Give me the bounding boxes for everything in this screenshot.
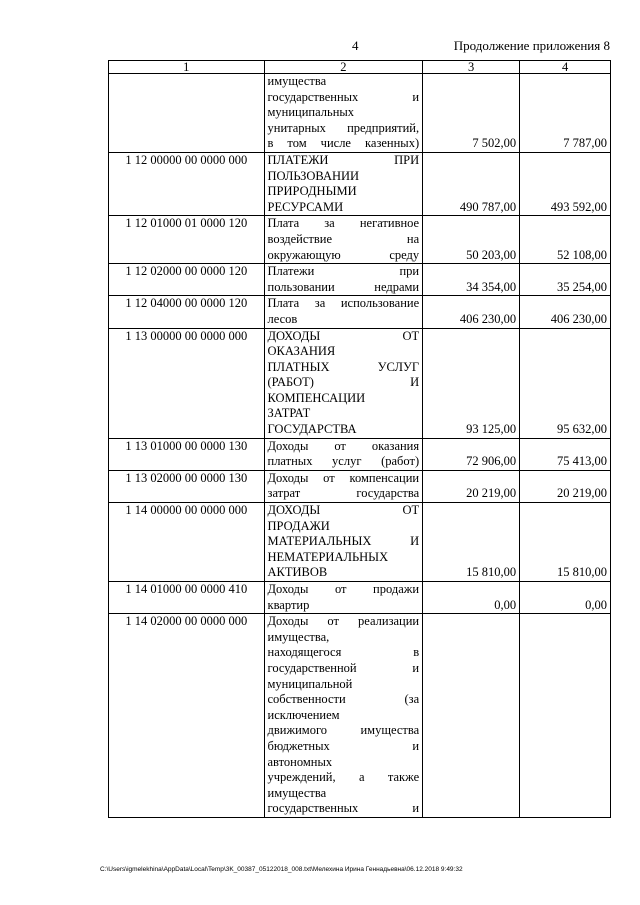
income-name-line: движимого имущества: [267, 723, 420, 738]
income-name-line: ПОЛЬЗОВАНИИ: [267, 168, 360, 183]
amount-year1-cell: 20 219,00: [423, 470, 520, 502]
income-name-line: учреждений, а также: [267, 770, 420, 785]
amount-year2-cell: 493 592,00: [520, 152, 611, 215]
income-name-cell: [264, 264, 423, 296]
amount-year2-cell: 75 413,00: [520, 438, 611, 470]
table-row: [109, 152, 611, 215]
budget-code-cell: 1 13 00000 00 0000 000: [109, 328, 265, 438]
income-name-line: Доходы от компенсации: [267, 470, 420, 485]
page-number: 4: [352, 38, 359, 53]
income-name-line: государственных и: [267, 801, 420, 816]
income-name-line: государственной и: [267, 660, 420, 675]
income-name-line: МАТЕРИАЛЬНЫХ И: [267, 534, 420, 549]
table-row: [109, 582, 611, 614]
amount-year2-cell: 7 787,00: [520, 74, 611, 153]
income-name-cell: [264, 328, 423, 438]
income-name-cell: [264, 503, 423, 582]
income-name-line: платных услуг (работ): [267, 454, 420, 469]
budget-code-cell: 1 14 01000 00 0000 410: [109, 582, 265, 614]
table-row: [109, 328, 611, 438]
amount-year1-cell: 50 203,00: [423, 216, 520, 264]
amount-year1-cell: 0,00: [423, 582, 520, 614]
table-row: [109, 296, 611, 328]
amount-year1-cell: 406 230,00: [423, 296, 520, 328]
column-header-3: 3: [423, 61, 520, 74]
income-name-line: муниципальной: [267, 676, 353, 691]
budget-table: [108, 60, 611, 818]
income-name-cell: [264, 470, 423, 502]
column-header-1: 1: [109, 61, 265, 74]
amount-year2-cell: 406 230,00: [520, 296, 611, 328]
income-name-line: ПЛАТЕЖИ ПРИ: [267, 152, 420, 167]
continuation-label: Продолжение приложения 8: [453, 38, 610, 53]
budget-code-cell: 1 13 01000 00 0000 130: [109, 438, 265, 470]
income-name-line: ДОХОДЫ ОТ: [267, 503, 420, 518]
income-name-cell: [264, 296, 423, 328]
column-header-2: 2: [264, 61, 423, 74]
table-header-row: [109, 61, 611, 74]
income-name-line: ГОСУДАРСТВА: [267, 422, 357, 437]
income-name-line: КОМПЕНСАЦИИ: [267, 390, 366, 405]
income-name-cell: [264, 582, 423, 614]
income-name-line: Плата за негативное: [267, 216, 420, 231]
income-name-cell: [264, 438, 423, 470]
income-name-line: лесов: [267, 311, 298, 326]
income-name-line: ДОХОДЫ ОТ: [267, 328, 420, 343]
income-name-line: автономных: [267, 754, 333, 769]
amount-year1-cell: 15 810,00: [423, 503, 520, 582]
table-row: [109, 438, 611, 470]
amount-year1-cell: 7 502,00: [423, 74, 520, 153]
income-name-line: ПЛАТНЫХ УСЛУГ: [267, 359, 420, 374]
income-name-cell: [264, 216, 423, 264]
income-name-line: собственности (за: [267, 692, 420, 707]
table-row: [109, 216, 611, 264]
income-name-line: окружающую среду: [267, 247, 420, 262]
income-name-line: РЕСУРСАМИ: [267, 199, 344, 214]
income-name-line: Плата за использование: [267, 296, 420, 311]
income-name-cell: [264, 74, 423, 153]
income-name-cell: [264, 152, 423, 215]
income-name-line: ПРОДАЖИ: [267, 518, 330, 533]
income-name-line: муниципальных: [267, 105, 355, 120]
income-name-line: государственных и: [267, 89, 420, 104]
income-name-line: имущества: [267, 74, 327, 88]
budget-code-cell: [109, 74, 265, 153]
amount-year2-cell: 95 632,00: [520, 328, 611, 438]
budget-code-cell: 1 12 02000 00 0000 120: [109, 264, 265, 296]
amount-year1-cell: 490 787,00: [423, 152, 520, 215]
income-name-line: ОКАЗАНИЯ: [267, 344, 336, 359]
income-name-line: АКТИВОВ: [267, 565, 328, 580]
income-name-line: унитарных предприятий,: [267, 120, 420, 135]
amount-year2-cell: 20 219,00: [520, 470, 611, 502]
table-row: [109, 503, 611, 582]
income-name-line: Доходы от продажи: [267, 582, 420, 596]
amount-year1-cell: 93 125,00: [423, 328, 520, 438]
table-row: [109, 470, 611, 502]
budget-code-cell: 1 12 01000 01 0000 120: [109, 216, 265, 264]
income-name-line: квартир: [267, 597, 310, 612]
income-name-line: имущества: [267, 785, 327, 800]
amount-year1-cell: 34 354,00: [423, 264, 520, 296]
amount-year2-cell: 52 108,00: [520, 216, 611, 264]
income-name-cell: [264, 614, 423, 818]
budget-code-cell: 1 14 00000 00 0000 000: [109, 503, 265, 582]
income-name-line: воздействие на: [267, 231, 420, 246]
footer-file-path: C:\Users\igmelekhina\AppData\Local\Temp\3K_00387_05122018_008.txt\Мелехина Ирина Геннадьевна\06.12.2018 9:49:32: [100, 866, 463, 873]
income-name-line: находящегося в: [267, 645, 420, 660]
table-row: [109, 74, 611, 153]
budget-code-cell: 1 12 04000 00 0000 120: [109, 296, 265, 328]
amount-year2-cell: 15 810,00: [520, 503, 611, 582]
table-row: [109, 264, 611, 296]
budget-code-cell: 1 12 00000 00 0000 000: [109, 152, 265, 215]
income-name-line: (РАБОТ) И: [267, 375, 420, 390]
budget-code-cell: 1 13 02000 00 0000 130: [109, 470, 265, 502]
income-name-line: в том числе казенных): [267, 136, 420, 151]
income-name-line: Доходы от оказания: [267, 438, 420, 453]
income-name-line: ЗАТРАТ: [267, 406, 311, 421]
column-header-4: 4: [520, 61, 611, 74]
budget-code-cell: 1 14 02000 00 0000 000: [109, 614, 265, 818]
amount-year1-cell: [423, 614, 520, 818]
amount-year2-cell: [520, 614, 611, 818]
income-name-line: затрат государства: [267, 486, 420, 501]
amount-year2-cell: 35 254,00: [520, 264, 611, 296]
income-name-line: пользовании недрами: [267, 279, 420, 294]
income-name-line: имущества,: [267, 629, 330, 644]
income-name-line: НЕМАТЕРИАЛЬНЫХ: [267, 549, 389, 564]
income-name-line: исключением: [267, 707, 340, 722]
amount-year2-cell: 0,00: [520, 582, 611, 614]
income-name-line: Платежи при: [267, 264, 420, 279]
income-name-line: ПРИРОДНЫМИ: [267, 184, 357, 199]
table-row: [109, 614, 611, 818]
income-name-line: бюджетных и: [267, 738, 420, 753]
amount-year1-cell: 72 906,00: [423, 438, 520, 470]
table-body: [109, 74, 611, 818]
income-name-line: Доходы от реализации: [267, 614, 420, 629]
